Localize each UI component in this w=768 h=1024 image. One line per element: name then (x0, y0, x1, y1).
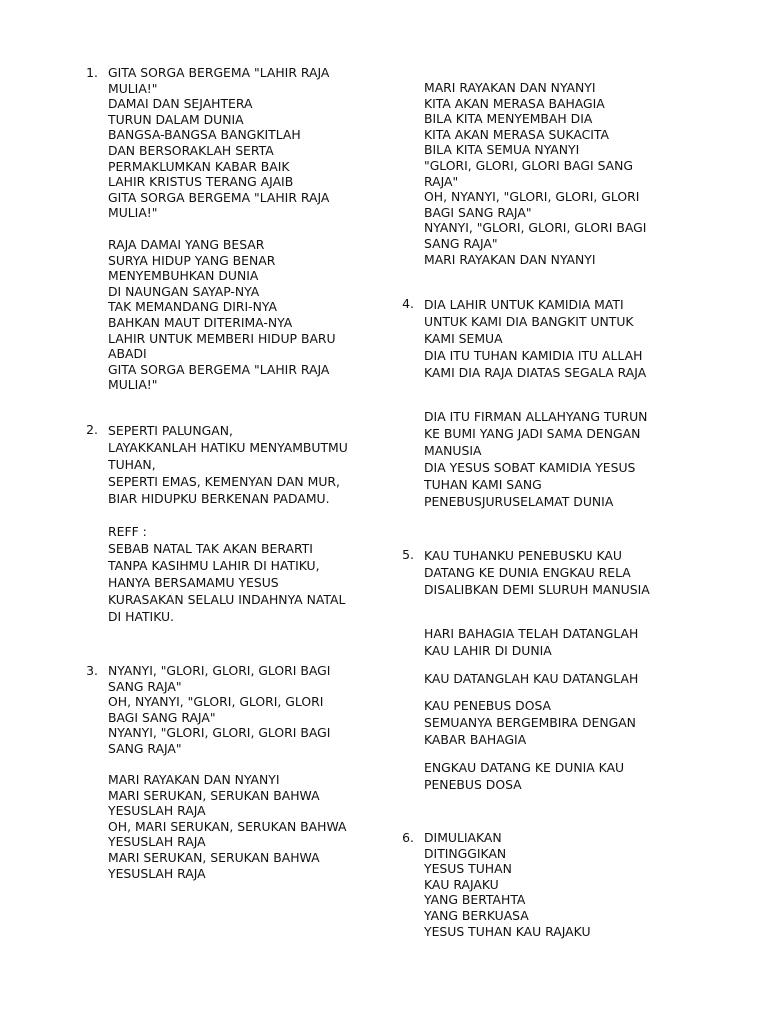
lyric-line: YANG BERKUASA (424, 907, 529, 923)
song-number: 6. (402, 830, 414, 845)
lyric-line: BAGI SANG RAJA" (108, 709, 216, 725)
lyric-line: SEBAB NATAL TAK AKAN BERARTI (108, 541, 313, 557)
lyric-line: TUHAN KAMI SANG (424, 477, 542, 493)
lyric-line: DAMAI DAN SEJAHTERA (108, 96, 253, 112)
song-number: 4. (402, 296, 414, 311)
lyric-line: GITA SORGA BERGEMA "LAHIR RAJA (108, 189, 330, 205)
lyric-line: DI NAUNGAN SAYAP-NYA (108, 283, 260, 299)
song-2-verse (108, 422, 348, 507)
lyric-line: LAYAKKANLAH HATIKU MENYAMBUTMU (108, 440, 348, 456)
lyric-line: YESUS TUHAN KAU RAJAKU (424, 923, 591, 939)
lyric-line: OH, NYANYI, "GLORI, GLORI, GLORI (108, 694, 324, 710)
lyric-line: ENGKAU DATANG KE DUNIA KAU (424, 760, 625, 775)
lyric-line: PENEBUSJURUSELAMAT DUNIA (424, 494, 614, 510)
lyric-line: NYANYI, "GLORI, GLORI, GLORI BAGI (424, 220, 647, 236)
song-5-verse-5 (424, 759, 624, 793)
song-3-verse-1 (108, 663, 330, 757)
lyric-line: GITA SORGA BERGEMA "LAHIR RAJA (108, 361, 330, 377)
lyric-line: SANG RAJA" (108, 678, 182, 694)
lyric-line: MARI RAYAKAN DAN NYANYI (424, 80, 596, 95)
lyric-line: KAMI DIA RAJA DIATAS SEGALA RAJA (424, 365, 647, 381)
song-5-verse-1 (424, 547, 650, 598)
song-5-verse-2 (424, 625, 638, 659)
lyric-line: KABAR BAHAGIA (424, 732, 527, 748)
lyric-line: YESUSLAH RAJA (108, 865, 206, 881)
lyric-line: MENYEMBUHKAN DUNIA (108, 268, 259, 284)
lyric-line: YESUSLAH RAJA (108, 803, 206, 819)
song-3-continuation (424, 80, 646, 267)
lyric-line: LAHIR UNTUK MEMBERI HIDUP BARU (108, 330, 336, 346)
song-2-reff (108, 523, 345, 626)
lyric-line: BILA KITA SEMUA NYANYI (424, 142, 580, 158)
song-1-verse-1 (108, 65, 329, 221)
lyric-line: YESUSLAH RAJA (108, 834, 206, 850)
lyric-line: YESUS TUHAN (424, 861, 512, 877)
lyric-line: DI HATIKU. (108, 609, 174, 625)
lyric-line: LAHIR KRISTUS TERANG AJAIB (108, 174, 294, 190)
song-number: 3. (86, 663, 98, 678)
lyric-line: PERMAKLUMKAN KABAR BAIK (108, 158, 290, 174)
lyric-line: RAJA DAMAI YANG BESAR (108, 237, 265, 252)
song-number: 5. (402, 547, 414, 562)
lyric-line: BAHKAN MAUT DITERIMA-NYA (108, 314, 293, 330)
lyric-line: DIA ITU TUHAN KAMIDIA ITU ALLAH (424, 348, 643, 364)
lyric-line: DIA YESUS SOBAT KAMIDIA YESUS (424, 460, 636, 476)
lyric-line: DIA LAHIR UNTUK KAMIDIA MATI (424, 297, 624, 312)
lyric-line: REFF : (108, 524, 147, 539)
lyric-line: SANG RAJA" (424, 235, 498, 251)
lyric-line: SANG RAJA" (108, 740, 182, 756)
lyric-line: MANUSIA (424, 443, 482, 459)
lyric-line: RAJA" (424, 173, 459, 189)
lyric-line: SEPERTI PALUNGAN, (108, 423, 233, 438)
lyric-line: MULIA!" (108, 377, 158, 393)
song-4-verse-1 (424, 296, 646, 381)
lyric-line: TURUN DALAM DUNIA (108, 111, 244, 127)
lyric-line: HARI BAHAGIA TELAH DATANGLAH (424, 626, 639, 641)
lyric-line: BANGSA-BANGSA BANGKITLAH (108, 127, 301, 143)
lyric-line: NYANYI, "GLORI, GLORI, GLORI BAGI (108, 725, 331, 741)
lyric-line: BILA KITA MENYEMBAH DIA (424, 111, 593, 127)
lyric-line: HANYA BERSAMAMU YESUS (108, 575, 279, 591)
lyric-line: KITA AKAN MERASA BAHAGIA (424, 95, 605, 111)
lyric-line: MARI RAYAKAN DAN NYANYI (108, 772, 280, 787)
lyric-line: MARI RAYAKAN DAN NYANYI (424, 251, 596, 267)
lyric-line: DAN BERSORAKLAH SERTA (108, 142, 274, 158)
lyric-line: MULIA!" (108, 80, 158, 96)
lyric-line: DIMULIAKAN (424, 830, 502, 845)
lyric-line: TANPA KASIHMU LAHIR DI HATIKU, (108, 558, 320, 574)
lyric-line: TAK MEMANDANG DIRI-NYA (108, 299, 277, 315)
lyric-line: SEPERTI EMAS, KEMENYAN DAN MUR, (108, 474, 340, 490)
lyric-line: DIA ITU FIRMAN ALLAHYANG TURUN (424, 409, 648, 424)
song-5-verse-3 (424, 670, 638, 687)
song-4-verse-2 (424, 408, 647, 511)
lyric-line: KAU RAJAKU (424, 876, 499, 892)
lyric-line: DISALIBKAN DEMI SLURUH MANUSIA (424, 582, 650, 598)
song-5-verse-4 (424, 697, 636, 748)
lyric-line: MULIA!" (108, 205, 158, 221)
lyric-line: DATANG KE DUNIA ENGKAU RELA (424, 565, 631, 581)
lyric-line: "GLORI, GLORI, GLORI BAGI SANG (424, 157, 634, 173)
lyric-line: SURYA HIDUP YANG BENAR (108, 252, 276, 268)
lyric-line: UNTUK KAMI DIA BANGKIT UNTUK (424, 314, 634, 330)
lyric-line: PENEBUS DOSA (424, 777, 522, 793)
lyric-line: MARI SERUKAN, SERUKAN BAHWA (108, 787, 320, 803)
lyric-line: YANG BERTAHTA (424, 892, 526, 908)
lyric-line: KURASAKAN SELALU INDAHNYA NATAL (108, 592, 346, 608)
lyric-line: OH, MARI SERUKAN, SERUKAN BAHWA (108, 818, 347, 834)
lyric-line: KAU LAHIR DI DUNIA (424, 643, 552, 659)
lyric-line: BAGI SANG RAJA" (424, 204, 532, 220)
lyric-line: KAU PENEBUS DOSA (424, 698, 552, 713)
lyric-line: MARI SERUKAN, SERUKAN BAHWA (108, 849, 320, 865)
lyric-line: KAU DATANGLAH KAU DATANGLAH (424, 671, 639, 686)
lyric-line: KAMI SEMUA (424, 331, 503, 347)
lyric-line: TUHAN, (108, 457, 156, 473)
lyric-line: BIAR HIDUPKU BERKENAN PADAMU. (108, 491, 330, 507)
lyric-line: DITINGGIKAN (424, 845, 507, 861)
song-1-verse-2 (108, 237, 336, 393)
lyric-line: OH, NYANYI, "GLORI, GLORI, GLORI (424, 189, 640, 205)
lyric-line: NYANYI, "GLORI, GLORI, GLORI BAGI (108, 663, 331, 678)
song-3-verse-2 (108, 772, 347, 881)
lyric-line: ABADI (108, 346, 147, 362)
song-6-verse (424, 830, 591, 939)
lyric-line: SEMUANYA BERGEMBIRA DENGAN (424, 715, 636, 731)
song-number: 2. (86, 422, 98, 437)
lyric-line: KAU TUHANKU PENEBUSKU KAU (424, 548, 622, 563)
song-number: 1. (86, 65, 98, 80)
lyric-line: KITA AKAN MERASA SUKACITA (424, 126, 609, 142)
lyric-line: GITA SORGA BERGEMA "LAHIR RAJA (108, 65, 330, 80)
lyric-line: KE BUMI YANG JADI SAMA DENGAN (424, 426, 641, 442)
